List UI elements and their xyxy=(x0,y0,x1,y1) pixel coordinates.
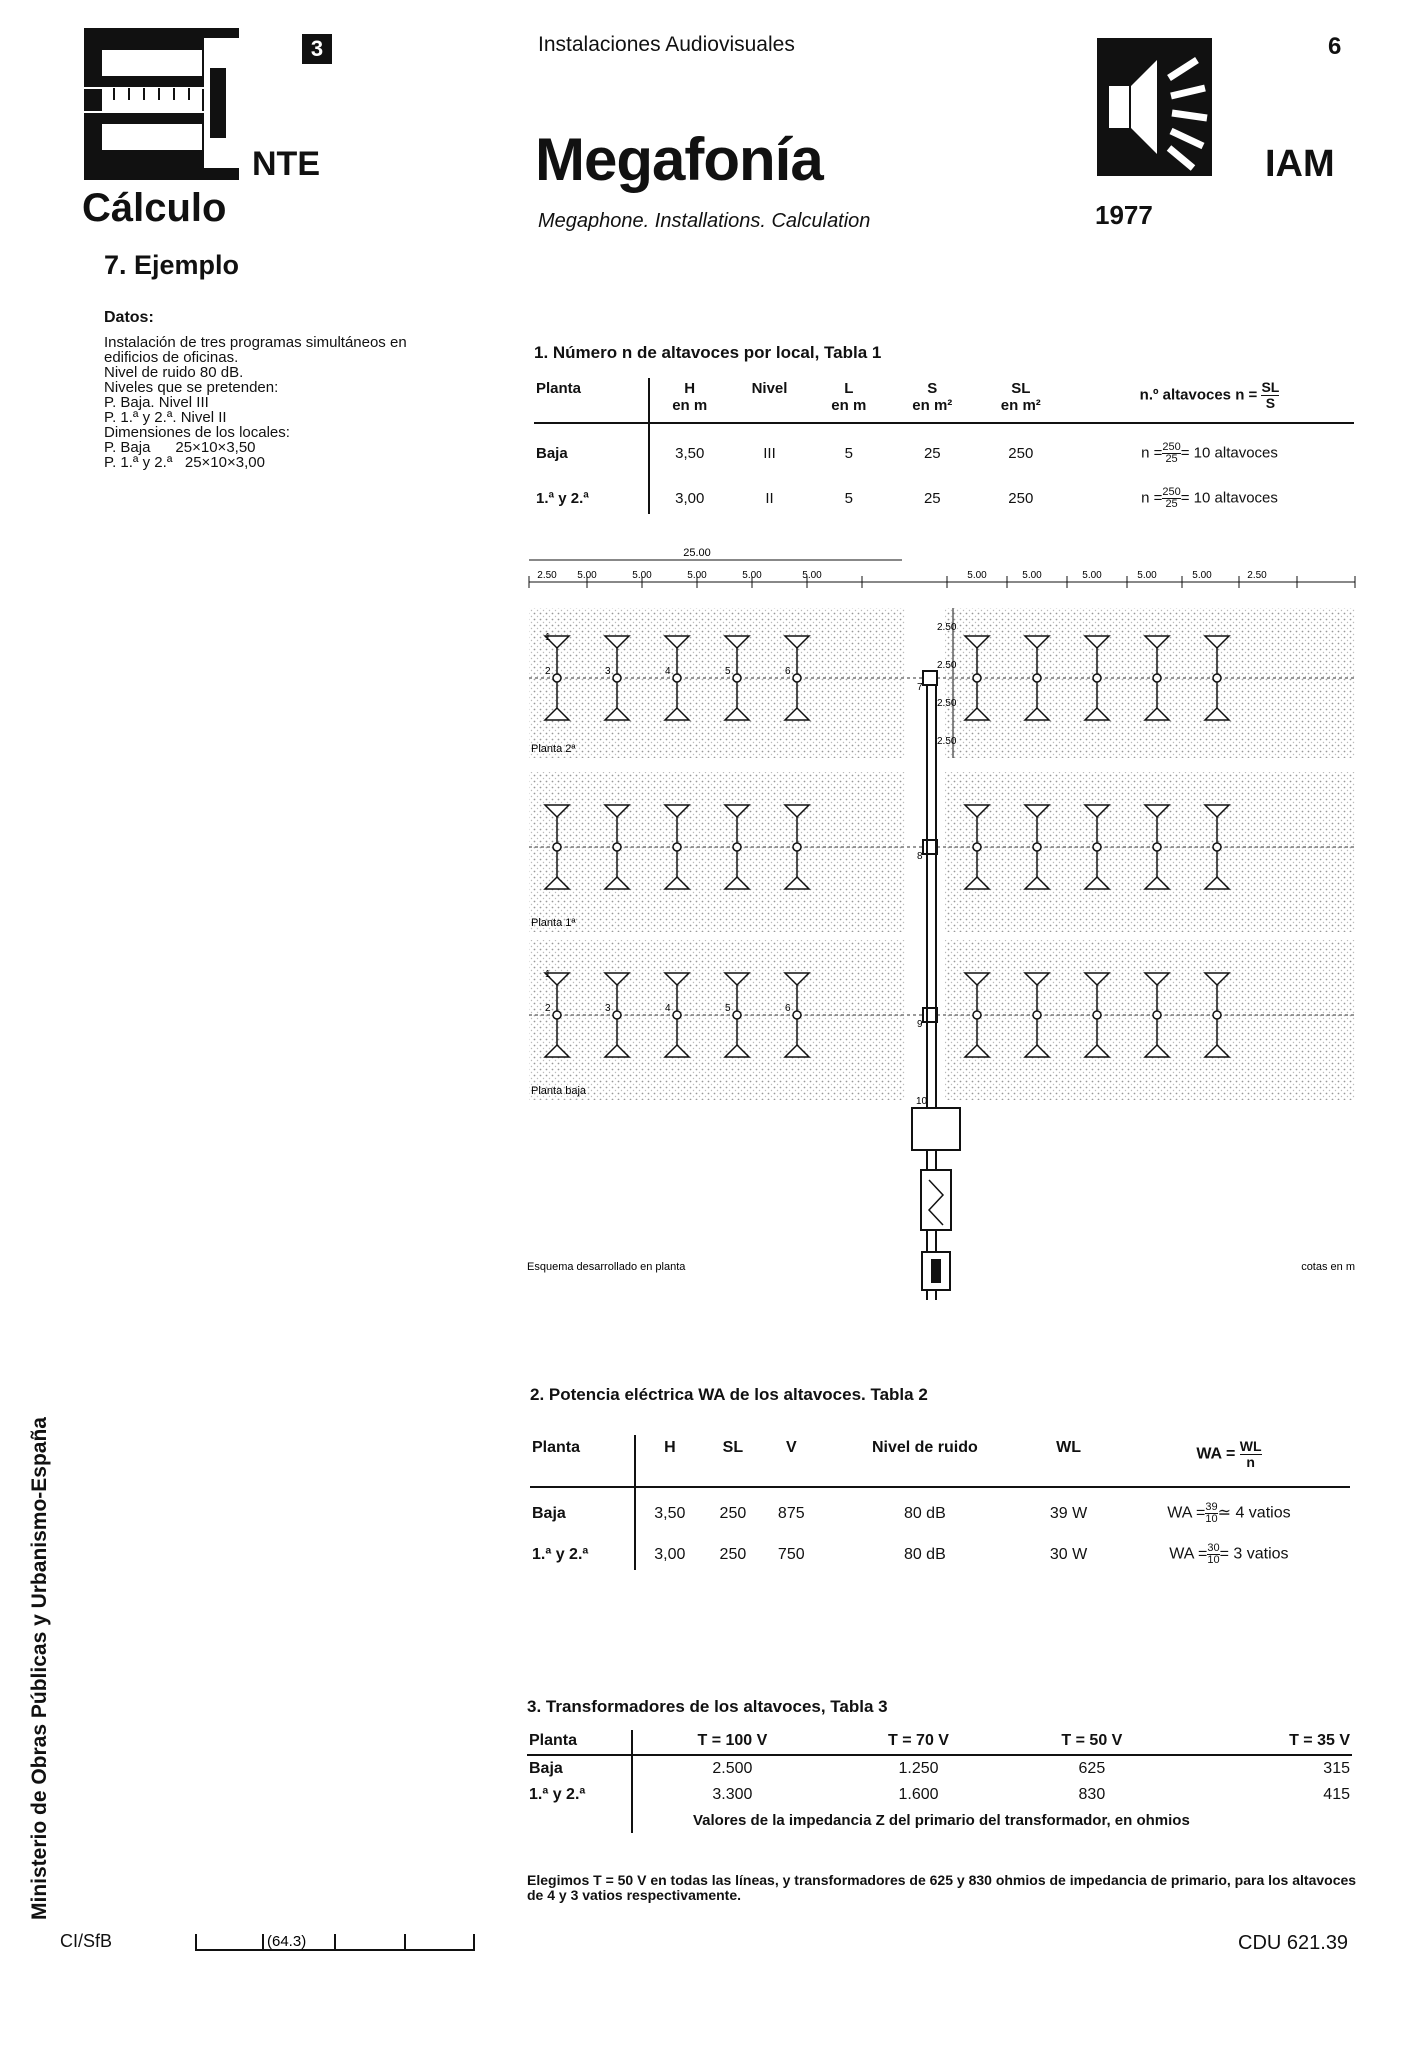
node-label: 6 xyxy=(785,1003,791,1014)
node-label: 9 xyxy=(917,1019,923,1030)
diagram-caption: Esquema desarrollado en planta xyxy=(527,1261,686,1273)
table2-title: 2. Potencia eléctrica WA de los altavoces. Tabla 2 xyxy=(530,1385,928,1404)
th-t70: T = 70 V xyxy=(832,1730,1005,1755)
th-wa: WA = $\frac{WL}{n}$ xyxy=(1108,1435,1350,1487)
datos-line: Instalación de tres programas simultáneos en xyxy=(104,334,407,351)
floor-area xyxy=(529,940,905,1100)
speaker-layout-diagram xyxy=(527,540,1357,1300)
datos-line: P. 1.ª y 2.ª. Nivel II xyxy=(104,409,227,426)
th-t100: T = 100 V xyxy=(632,1730,832,1755)
th-h: H xyxy=(635,1435,704,1487)
conclusion-note: Elegimos T = 50 V en todas las líneas, y transformadores de 625 y 830 ohmios de impedancia de primario, para los altavoces de 4 y 3 vatios respectivamente. xyxy=(527,1872,1357,1903)
dimension-label: 5.00 xyxy=(1082,570,1102,581)
th-planta: Planta xyxy=(530,1435,635,1487)
floor-label: Planta 2ª xyxy=(531,743,576,755)
th-sl: SL xyxy=(704,1435,762,1487)
page-number: 6 xyxy=(1328,33,1342,60)
datos-line: edificios de oficinas. xyxy=(104,349,239,366)
floor-area xyxy=(529,608,905,758)
page-title: Megafonía xyxy=(535,126,823,193)
table1 xyxy=(534,378,1354,514)
table-row: 1.ª y 2.ª 3,00 250 750 80 dB 30 W WA = $\frac{30}{10}$ = 3 vatios xyxy=(530,1529,1350,1570)
table3-title: 3. Transformadores de los altavoces, Tabla 3 xyxy=(527,1697,888,1716)
cisfb-label: CI/SfB xyxy=(60,1931,113,1951)
node-label: 6 xyxy=(785,666,791,677)
datos-line: Niveles que se pretenden: xyxy=(104,379,279,396)
junction-box xyxy=(923,840,937,854)
node-label: 4 xyxy=(665,666,671,677)
page-subtitle: Megaphone. Installations. Calculation xyxy=(538,210,871,232)
vertical-dimension: 2.50 xyxy=(937,660,957,671)
datos-line: Nivel de ruido 80 dB. xyxy=(104,364,244,381)
nte-logo xyxy=(84,28,239,180)
th-ruido: Nivel de ruido xyxy=(820,1435,1029,1487)
dimension-label: 2.50 xyxy=(1247,570,1267,581)
datos-line: P. 1.ª y 2.ª 25×10×3,00 xyxy=(104,454,265,471)
code-label: IAM xyxy=(1265,143,1335,185)
section-title: Cálculo xyxy=(82,186,227,230)
dimension-label: 5.00 xyxy=(1192,570,1212,581)
dimension-label: 5.00 xyxy=(632,570,652,581)
table2 xyxy=(530,1435,1350,1570)
dimension-label: 5.00 xyxy=(577,570,597,581)
subsection-title: 7. Ejemplo xyxy=(104,250,240,280)
node-label: 10 xyxy=(916,1096,928,1107)
dimension-label: 5.00 xyxy=(742,570,762,581)
cisfb-code: (64.3) xyxy=(267,1933,307,1950)
year-label: 1977 xyxy=(1095,200,1153,230)
floor-label: Planta baja xyxy=(531,1085,587,1097)
vertical-dimension: 2.50 xyxy=(937,622,957,633)
node-label: 3 xyxy=(605,1003,611,1014)
floor-area xyxy=(945,772,1355,932)
floor-area xyxy=(529,772,905,932)
node-label: 1 xyxy=(545,632,551,643)
datos-line: Dimensiones de los locales: xyxy=(104,424,290,441)
vertical-dimension: 2.50 xyxy=(937,736,957,747)
datos-line: P. Baja. Nivel III xyxy=(104,394,209,411)
th-t50: T = 50 V xyxy=(1005,1730,1178,1755)
th-altavoces: n.º altavoces n = $\frac{SL}{S}$ xyxy=(1065,378,1354,423)
nte-label: NTE xyxy=(252,145,320,183)
section-badge: 3 xyxy=(302,34,332,64)
node-label: 5 xyxy=(725,1003,731,1014)
dimension-label: 5.00 xyxy=(1022,570,1042,581)
table-row: 1.ª y 2.ª 3,00 II 5 25 250 n = $\frac{250}{25}$ = 10 altavoces xyxy=(534,469,1354,514)
table-row: Baja 3,50 250 875 80 dB 39 W WA = $\frac{39}{10}$ ≃ 4 vatios xyxy=(530,1487,1350,1529)
ministry-label: Ministerio de Obras Públicas y Urbanismo-España xyxy=(28,1417,51,1920)
table3-footer: Valores de la impedancia Z del primario del transformador, en ohmios xyxy=(632,1808,1352,1833)
floor-label: Planta 1ª xyxy=(531,917,576,929)
th-l: L en m xyxy=(810,378,888,423)
node-label: 7 xyxy=(917,682,923,693)
dimension-label: 5.00 xyxy=(802,570,822,581)
datos-heading: Datos: xyxy=(104,309,154,326)
datos-line: P. Baja 25×10×3,50 xyxy=(104,439,256,456)
node-label: 5 xyxy=(725,666,731,677)
th-wl: WL xyxy=(1029,1435,1108,1487)
floor-area xyxy=(945,940,1355,1100)
vertical-dimension: 2.50 xyxy=(937,698,957,709)
series-title: Instalaciones Audiovisuales xyxy=(538,33,795,56)
floor-area xyxy=(945,608,1355,758)
th-planta: Planta xyxy=(527,1730,632,1755)
th-t35: T = 35 V xyxy=(1179,1730,1352,1755)
datos-block xyxy=(104,310,407,470)
table1-title: 1. Número n de altavoces por local, Tabla 1 xyxy=(534,343,882,362)
table3 xyxy=(527,1730,1352,1833)
th-planta: Planta xyxy=(534,378,649,423)
dimension-label: 5.00 xyxy=(967,570,987,581)
node-label: 3 xyxy=(605,666,611,677)
node-label: 4 xyxy=(665,1003,671,1014)
node-label: 2 xyxy=(545,666,551,677)
dimension-label: 2.50 xyxy=(537,570,557,581)
node-label: 1 xyxy=(545,969,551,980)
th-sl: SL en m² xyxy=(977,378,1066,423)
diagram-units: cotas en m xyxy=(1301,1261,1355,1273)
node-label: 2 xyxy=(545,1003,551,1014)
cdu-label: CDU 621.39 xyxy=(1238,1932,1349,1954)
th-v: V xyxy=(762,1435,820,1487)
table-row: Baja 2.500 1.250 625 315 xyxy=(527,1755,1352,1782)
th-h: H en m xyxy=(649,378,729,423)
speaker-icon xyxy=(1097,38,1212,176)
node-label: 8 xyxy=(917,851,923,862)
table-row: 1.ª y 2.ª 3.300 1.600 830 415 xyxy=(527,1782,1352,1808)
junction-box xyxy=(923,671,937,685)
dimension-label: 5.00 xyxy=(687,570,707,581)
total-dimension: 25.00 xyxy=(683,547,711,559)
junction-box xyxy=(923,1008,937,1022)
table-row: Baja 3,50 III 5 25 250 n = $\frac{250}{25}$ = 10 altavoces xyxy=(534,423,1354,469)
cisfb-boxes xyxy=(195,1930,475,1952)
th-nivel: Nivel xyxy=(729,378,809,423)
dimension-label: 5.00 xyxy=(1137,570,1157,581)
th-s: S en m² xyxy=(888,378,977,423)
